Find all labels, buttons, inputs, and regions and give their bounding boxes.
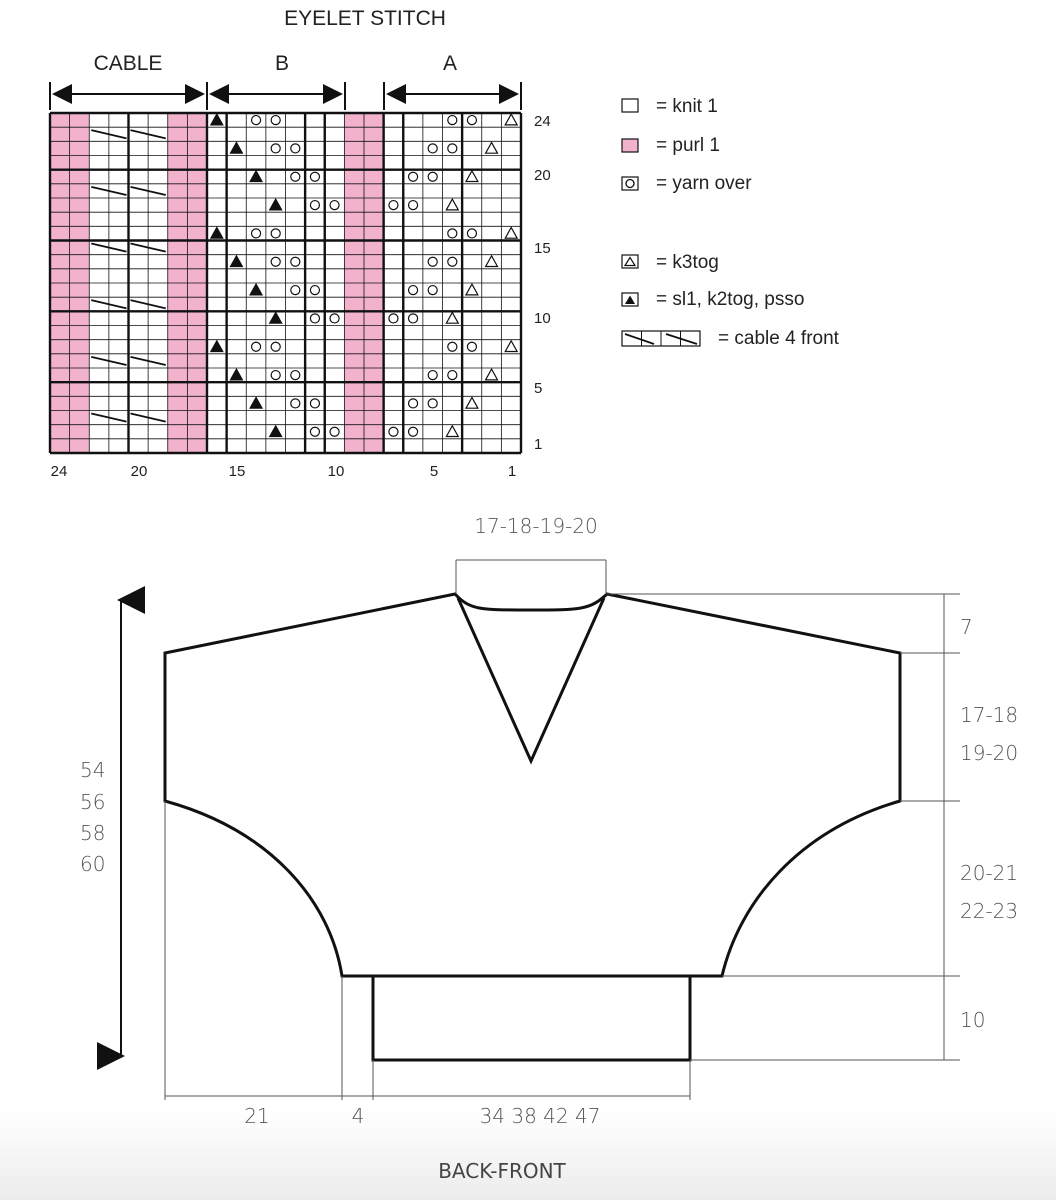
yarn-over-symbol xyxy=(448,342,457,351)
yarn-over-symbol xyxy=(428,144,437,153)
yarn-over-symbol xyxy=(252,116,261,125)
sl1-k2tog-psso-icon xyxy=(622,293,638,306)
ribbing-offset-label: 4 xyxy=(351,1104,365,1128)
yarn-over-symbol xyxy=(448,116,457,125)
k3tog-symbol xyxy=(446,426,458,437)
yarn-over-symbol xyxy=(448,229,457,238)
yarn-over-symbol xyxy=(291,371,300,380)
yarn-over-symbol xyxy=(428,286,437,295)
k3tog-symbol xyxy=(466,397,478,408)
yarn-over-symbol xyxy=(310,201,319,210)
yarn-over-symbol xyxy=(389,314,398,323)
armhole-label-1: 17-18 xyxy=(960,703,1019,727)
yarn-over-symbol xyxy=(291,399,300,408)
yarn-over-symbol xyxy=(409,286,418,295)
chart-title: EYELET STITCH xyxy=(284,7,446,30)
yarn-over-symbol xyxy=(291,172,300,181)
row-label: 1 xyxy=(534,436,543,453)
column-label: 15 xyxy=(228,463,246,480)
yarn-over-symbol xyxy=(330,427,339,436)
legend-cable-text: = cable 4 front xyxy=(718,328,839,349)
legend-purl-text: = purl 1 xyxy=(656,135,720,156)
side-depth-label-2: 22-23 xyxy=(960,899,1019,923)
sl1-k2tog-psso-symbol xyxy=(270,199,282,210)
yarn-over-symbol xyxy=(467,342,476,351)
yarn-over-symbol xyxy=(409,172,418,181)
yarn-over-symbol xyxy=(409,314,418,323)
yarn-over-symbol xyxy=(271,229,280,238)
yarn-over-symbol xyxy=(389,427,398,436)
total-length-label-4: 60 xyxy=(80,852,106,876)
yarn-over-symbol xyxy=(330,201,339,210)
legend-yarn-over-text: = yarn over xyxy=(656,173,752,194)
side-depth-label-1: 20-21 xyxy=(960,861,1019,885)
yarn-over-symbol xyxy=(271,371,280,380)
yarn-over-symbol xyxy=(271,342,280,351)
sleeve-width-label: 21 xyxy=(244,1104,270,1128)
total-length-label-3: 58 xyxy=(80,821,106,845)
k3tog-symbol xyxy=(505,114,517,125)
yarn-over-symbol xyxy=(448,371,457,380)
yarn-over-symbol xyxy=(409,399,418,408)
yarn-over-symbol xyxy=(310,399,319,408)
yarn-over-symbol xyxy=(291,257,300,266)
k3tog-symbol xyxy=(446,199,458,210)
schematic-caption: BACK-FRONT xyxy=(438,1159,566,1183)
sl1-k2tog-psso-symbol xyxy=(211,341,223,352)
knit-square-icon xyxy=(622,99,638,112)
yarn-over-symbol xyxy=(310,172,319,181)
legend-k3tog-text: = k3tog xyxy=(656,252,719,273)
section-label-a: A xyxy=(442,52,458,75)
k3tog-symbol xyxy=(486,369,498,380)
k3tog-symbol xyxy=(505,227,517,238)
yarn-over-symbol xyxy=(467,116,476,125)
legend-sl1-text: = sl1, k2tog, psso xyxy=(656,289,805,310)
sl1-k2tog-psso-symbol xyxy=(250,171,262,182)
sl1-k2tog-psso-symbol xyxy=(270,312,282,323)
yarn-over-icon xyxy=(622,177,638,190)
row-label: 10 xyxy=(534,310,551,327)
yarn-over-symbol xyxy=(409,201,418,210)
yarn-over-symbol xyxy=(291,286,300,295)
yarn-over-symbol xyxy=(448,144,457,153)
sl1-k2tog-psso-symbol xyxy=(250,284,262,295)
neck-width-label: 17-18-19-20 xyxy=(474,514,598,538)
total-length-label-1: 54 xyxy=(80,758,106,782)
row-label: 15 xyxy=(534,240,551,257)
body-outline xyxy=(165,594,900,1060)
yarn-over-symbol xyxy=(428,172,437,181)
k3tog-symbol xyxy=(486,256,498,267)
armhole-label-2: 19-20 xyxy=(960,741,1019,765)
column-label: 10 xyxy=(327,463,345,480)
sl1-k2tog-psso-symbol xyxy=(230,369,242,380)
yarn-over-symbol xyxy=(428,257,437,266)
yarn-over-symbol xyxy=(291,144,300,153)
legend xyxy=(622,96,840,349)
column-label: 5 xyxy=(429,463,439,480)
yarn-over-symbol xyxy=(389,201,398,210)
section-label-cable: CABLE xyxy=(93,52,163,75)
purl-square-icon xyxy=(622,139,638,152)
row-label: 5 xyxy=(534,380,543,397)
yarn-over-symbol xyxy=(428,371,437,380)
yarn-over-symbol xyxy=(467,229,476,238)
sl1-k2tog-psso-symbol xyxy=(230,142,242,153)
total-length-label-2: 56 xyxy=(80,790,106,814)
k3tog-symbol xyxy=(466,284,478,295)
yarn-over-symbol xyxy=(310,286,319,295)
cable-4-front-icon xyxy=(622,331,700,346)
stitch-chart xyxy=(0,0,1056,500)
yarn-over-symbol xyxy=(271,144,280,153)
k3tog-icon xyxy=(622,255,638,268)
column-label: 20 xyxy=(130,463,148,480)
shoulder-drop-label: 7 xyxy=(960,615,973,639)
row-label: 20 xyxy=(534,167,551,184)
ribbing-width-label: 34 38 42 47 xyxy=(479,1104,601,1128)
yarn-over-symbol xyxy=(428,399,437,408)
yarn-over-symbol xyxy=(330,314,339,323)
column-label: 24 xyxy=(50,463,68,480)
sl1-k2tog-psso-symbol xyxy=(211,227,223,238)
sl1-k2tog-psso-symbol xyxy=(211,114,223,125)
k3tog-symbol xyxy=(486,142,498,153)
yarn-over-symbol xyxy=(271,257,280,266)
yarn-over-symbol xyxy=(448,257,457,266)
column-label: 1 xyxy=(507,463,517,480)
page-footer-shade xyxy=(0,1110,1056,1200)
yarn-over-symbol xyxy=(409,427,418,436)
sl1-k2tog-psso-symbol xyxy=(250,397,262,408)
yarn-over-symbol xyxy=(271,116,280,125)
yarn-over-symbol xyxy=(252,229,261,238)
yarn-over-symbol xyxy=(252,342,261,351)
neck-v xyxy=(458,598,604,761)
sl1-k2tog-psso-symbol xyxy=(230,256,242,267)
yarn-over-symbol xyxy=(310,427,319,436)
k3tog-symbol xyxy=(505,341,517,352)
section-label-b: B xyxy=(274,52,290,75)
k3tog-symbol xyxy=(446,312,458,323)
yarn-over-symbol xyxy=(310,314,319,323)
stitch-grid xyxy=(50,113,521,453)
sl1-k2tog-psso-symbol xyxy=(270,426,282,437)
legend-knit-text: = knit 1 xyxy=(656,96,718,117)
row-label: 24 xyxy=(534,113,551,130)
k3tog-symbol xyxy=(466,171,478,182)
ribbing-depth-label: 10 xyxy=(960,1008,986,1032)
